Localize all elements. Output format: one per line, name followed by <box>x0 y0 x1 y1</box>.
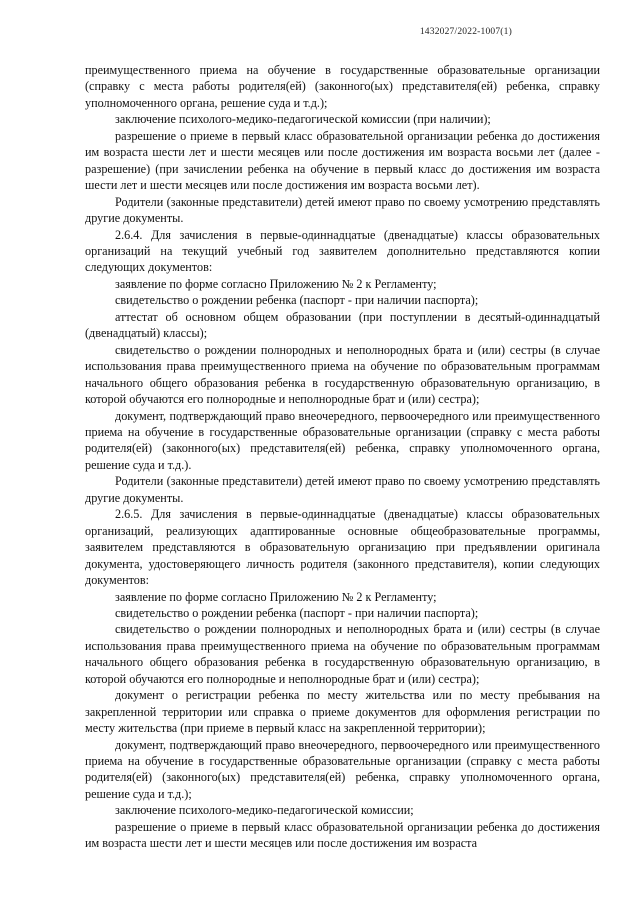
paragraph: преимущественного приема на обучение в государственные образовательные организации (справку с места работы родителя(ей) (законного(ых) представителя(ей) ребенка, справку уполномоченного органа, решение суда и т.д.); <box>85 63 600 110</box>
paragraph: свидетельство о рождении ребенка (паспорт - при наличии паспорта); <box>115 605 479 620</box>
paragraph: заключение психолого-медико-педагогической комиссии (при наличии); <box>115 112 491 127</box>
paragraph: свидетельство о рождении ребенка (паспорт - при наличии паспорта); <box>115 293 479 308</box>
paragraph: разрешение о приеме в первый класс образовательной организации ребенка до достижения им возраста шести лет и шести месяцев или после достижения им возраста восьми лет (далее - разрешение) (при зачислении ребенка на обучение в первый класс до достижения им возраста шести лет и шести месяцев или после достижения им возраста восьми лет). <box>85 128 600 193</box>
paragraph: 2.6.4. Для зачисления в первые-одиннадцатые (двенадцатые) классы образовательных организаций на текущий учебный год заявителем дополнительно представляются копии следующих документов: <box>85 227 600 275</box>
paragraph: заключение психолого-медико-педагогической комиссии; <box>115 803 414 818</box>
paragraph: Родители (законные представители) детей имеют право по своему усмотрению представлять другие документы. <box>85 474 600 505</box>
paragraph: свидетельство о рождении полнородных и неполнородных брата и (или) сестры (в случае использования права преимущественного приема на обучение по образовательным программам начального общего образования ребенка в государственную образовательную организацию, в которой обучаются его полнородные и неполнородные брат и (или) сестра); <box>85 342 600 407</box>
paragraph: заявление по форме согласно Приложению № 2 к Регламенту; <box>115 276 437 291</box>
paragraph: свидетельство о рождении полнородных и неполнородных брата и (или) сестры (в случае использования права преимущественного приема на обучение по образовательным программам начального общего образования ребенка в государственную образовательную организацию, в которой обучаются его полнородные и неполнородные брат и (или) сестра); <box>85 622 600 686</box>
paragraph: 2.6.5. Для зачисления в первые-одиннадцатые (двенадцатые) классы образовательных организаций, реализующих адаптированные основные общеобразовательные программы, заявителем представляются в образовательную организацию при предъявлении оригинала документа, удостоверяющего личность родителя (законного представителя), копии следующих документов: <box>85 507 600 588</box>
paragraph: документ, подтверждающий право внеочередного, первоочередного или преимущественного приема на обучение в государственные образовательные организации (справку с места работы родителя(ей) (законного(ых) представителя(ей) ребенка, справку уполномоченного органа, решение суда и т.д.). <box>85 408 600 472</box>
paragraph: документ, подтверждающий право внеочередного, первоочередного или преимущественного приема на обучение в государственные образовательные организации (справку с места работы родителя(ей) (законного(ых) представителя(ей) ребенка, справку уполномоченного органа, решение суда и т.д.); <box>85 737 600 801</box>
paragraph: Родители (законные представители) детей имеют право по своему усмотрению представлять другие документы. <box>85 194 600 226</box>
paragraph: аттестат об основном общем образовании (при поступлении в десятый-одиннадцатый (двенадцатый) классы); <box>85 309 600 341</box>
paragraph: документ о регистрации ребенка по месту жительства или по месту пребывания на закрепленной территории или справка о приеме документов для оформления регистрации по месту жительства (при приеме в первый класс на закрепленной территории); <box>85 688 600 736</box>
document-body <box>85 62 600 852</box>
paragraph: заявление по форме согласно Приложению № 2 к Регламенту; <box>115 589 437 604</box>
document-number: 1432027/2022-1007(1) <box>419 27 512 37</box>
paragraph: разрешение о приеме в первый класс образовательной организации ребенка до достижения им возраста шести лет и шести месяцев или после достижения им возраста <box>85 819 600 851</box>
